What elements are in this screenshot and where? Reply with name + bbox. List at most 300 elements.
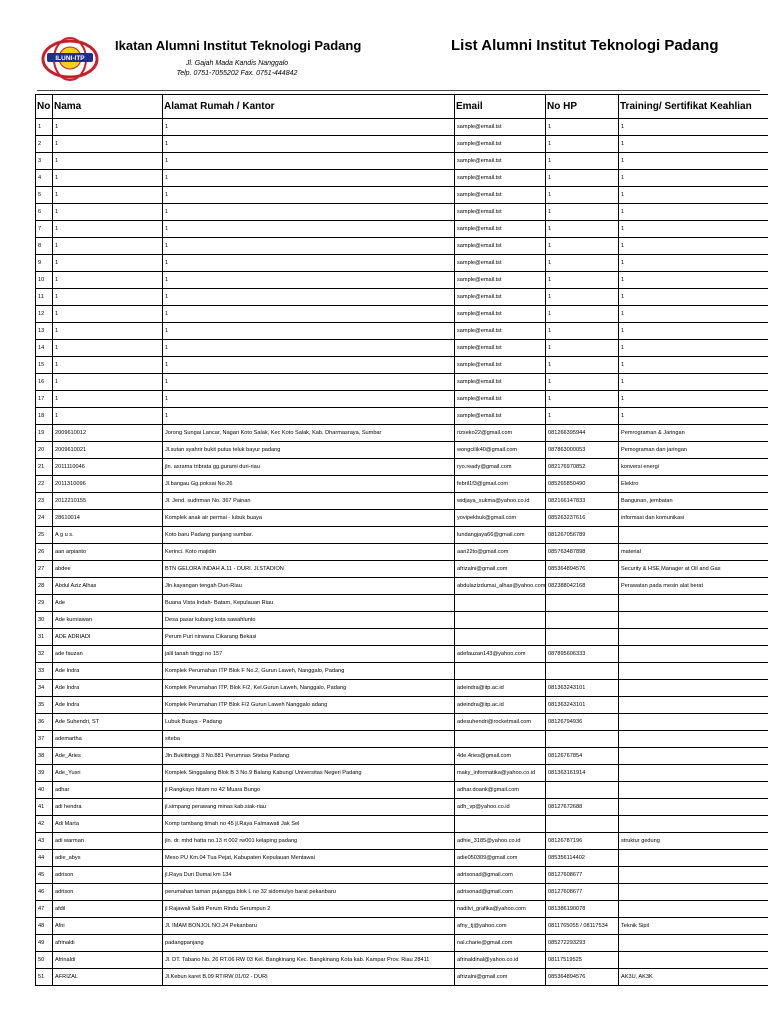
table-row (36, 425, 768, 442)
col-training-cell (619, 935, 768, 952)
col-no-hp-cell (546, 629, 619, 646)
col-training-cell (619, 816, 768, 833)
col-email-cell: afrizalni@gmail.com (455, 969, 546, 986)
col-nama-cell: Afni (53, 918, 163, 935)
table-row (36, 323, 768, 340)
col-no-hp-header: No HP (546, 95, 619, 119)
col-nama-cell: Ade Indra (53, 697, 163, 714)
col-alamat-cell: Jl. DT. Tabano No. 26 RT.06 RW 03 Kel. Bangkinang Kec. Bangkinang Kota kab. Kampar Prov. Riau 28411 (163, 952, 455, 969)
col-nama-cell: 1 (53, 238, 163, 255)
table-row (36, 595, 768, 612)
col-email-cell (455, 663, 546, 680)
col-no-hp-cell: 085356114402 (546, 850, 619, 867)
col-email-cell: adie050309@gmail.com (455, 850, 546, 867)
col-alamat-cell: Jln.Bukittinggi 3 No.881 Perumnas Siteba Padang (163, 748, 455, 765)
table-row (36, 816, 768, 833)
col-nama-cell: AFRIZAL (53, 969, 163, 986)
col-nama-cell: 1 (53, 306, 163, 323)
table-row (36, 442, 768, 459)
table-row (36, 697, 768, 714)
col-email-cell: sample@email.tst (455, 255, 546, 272)
table-row (36, 748, 768, 765)
table-row (36, 799, 768, 816)
col-no-cell: 14 (36, 340, 53, 357)
col-no-cell: 20 (36, 442, 53, 459)
col-no-cell: 40 (36, 782, 53, 799)
col-nama-cell: 2009610021 (53, 442, 163, 459)
col-alamat-cell: Koto baru Padang panjang sumbar. (163, 527, 455, 544)
col-no-cell: 29 (36, 595, 53, 612)
col-no-hp-cell: 081363243101 (546, 680, 619, 697)
col-no-hp-cell: 1 (546, 340, 619, 357)
col-nama-cell: Ade kurniawan (53, 612, 163, 629)
col-alamat-cell: Komp tambang timah no 45 jl.Raya Falmawati Jak Sel (163, 816, 455, 833)
col-nama-cell: 2012210155 (53, 493, 163, 510)
col-email-cell (455, 595, 546, 612)
col-alamat-cell: Perum Puri nirwana Cikarang Bekasi (163, 629, 455, 646)
col-alamat-cell: Komplek Perumahan ITP Blok F/2 Gurun Laweh Nanggalo adang (163, 697, 455, 714)
col-alamat-cell: Jln.kayangan tengah Duri-Riau (163, 578, 455, 595)
col-no-hp-cell: 1 (546, 153, 619, 170)
col-training-header: Training/ Sertifikat Keahlian (619, 95, 768, 119)
col-no-header: No (36, 95, 53, 119)
col-email-cell: sample@email.tst (455, 119, 546, 136)
col-nama-header: Nama (53, 95, 163, 119)
col-no-cell: 50 (36, 952, 53, 969)
col-no-cell: 27 (36, 561, 53, 578)
col-alamat-cell: 1 (163, 255, 455, 272)
col-email-cell: adesuhendri@rocketmail.com (455, 714, 546, 731)
col-alamat-cell: perumahan taman pujangga blok L no 32 sidomulyo barat pekanbaru (163, 884, 455, 901)
col-alamat-cell: BTN GELORA INDAH A.11 - DURI. Jl.STADION (163, 561, 455, 578)
col-nama-cell: Ade Suhendri, ST (53, 714, 163, 731)
col-no-hp-cell: 08127608677 (546, 884, 619, 901)
col-email-cell: sample@email.tst (455, 238, 546, 255)
col-no-cell: 45 (36, 867, 53, 884)
table-row (36, 136, 768, 153)
table-row (36, 867, 768, 884)
col-training-cell: Bangunan, jembatan (619, 493, 768, 510)
col-no-cell: 30 (36, 612, 53, 629)
col-no-cell: 22 (36, 476, 53, 493)
table-row (36, 714, 768, 731)
table-row (36, 493, 768, 510)
col-email-cell: lundangjaya66@gmail.com (455, 527, 546, 544)
col-alamat-cell: Komplek Perumahan ITP, Blok F/2, Kel.Gurun Laweh, Nanggalo, Padang (163, 680, 455, 697)
col-no-cell: 36 (36, 714, 53, 731)
table-row (36, 969, 768, 986)
col-email-cell: adhar.doank@gmail.com (455, 782, 546, 799)
col-nama-cell: 1 (53, 153, 163, 170)
col-no-cell: 34 (36, 680, 53, 697)
col-alamat-cell: Jl.sutan syahrir bukit putus teluk bayur padang (163, 442, 455, 459)
col-nama-cell: 1 (53, 289, 163, 306)
col-no-cell: 31 (36, 629, 53, 646)
col-alamat-cell: Jorong Sungai Lancar, Nagari Koto Salak, Kec Koto Salak, Kab. Dharmasraya, Sumbar (163, 425, 455, 442)
col-nama-cell: 1 (53, 323, 163, 340)
col-alamat-cell: 1 (163, 289, 455, 306)
col-nama-cell: ade fauzan (53, 646, 163, 663)
col-nama-cell: 2011110046 (53, 459, 163, 476)
col-email-cell: afrizalni@gmail.com (455, 561, 546, 578)
col-alamat-cell: 1 (163, 340, 455, 357)
col-no-hp-cell: 1 (546, 357, 619, 374)
table-row (36, 527, 768, 544)
col-email-cell: adh_vp@yahoo.co.id (455, 799, 546, 816)
col-no-hp-cell: 08126767854 (546, 748, 619, 765)
table-row (36, 510, 768, 527)
col-nama-cell: abdee (53, 561, 163, 578)
col-training-cell: 1 (619, 357, 768, 374)
table-row (36, 340, 768, 357)
col-email-cell: abdulazizdumai_alhas@yahoo.com (455, 578, 546, 595)
table-row (36, 833, 768, 850)
table-row (36, 646, 768, 663)
col-alamat-cell: 1 (163, 187, 455, 204)
col-no-hp-cell: 1 (546, 289, 619, 306)
table-row (36, 680, 768, 697)
col-no-hp-cell: 082388042168 (546, 578, 619, 595)
col-alamat-cell: 1 (163, 408, 455, 425)
col-nama-cell: 1 (53, 340, 163, 357)
col-email-cell: sample@email.tst (455, 323, 546, 340)
col-email-cell: sample@email.tst (455, 408, 546, 425)
col-email-cell: rizseko22@gmail.com (455, 425, 546, 442)
col-no-hp-cell: 081363161914 (546, 765, 619, 782)
col-email-cell (455, 612, 546, 629)
table-row (36, 884, 768, 901)
table-row (36, 170, 768, 187)
col-training-cell: konversi energi (619, 459, 768, 476)
col-no-cell: 24 (36, 510, 53, 527)
table-row (36, 289, 768, 306)
table-row (36, 119, 768, 136)
col-email-cell: sample@email.tst (455, 221, 546, 238)
col-no-cell: 11 (36, 289, 53, 306)
col-nama-cell: adhar (53, 782, 163, 799)
col-training-cell (619, 850, 768, 867)
col-no-hp-cell: 085763487898 (546, 544, 619, 561)
col-nama-cell: aan arpianto (53, 544, 163, 561)
col-email-cell: adefauzan143@yahoo.com (455, 646, 546, 663)
col-nama-cell: 1 (53, 119, 163, 136)
col-training-cell: struktur gedung (619, 833, 768, 850)
col-no-cell: 42 (36, 816, 53, 833)
col-email-cell (455, 816, 546, 833)
col-training-cell: 1 (619, 136, 768, 153)
logo-text: ILUNI-ITP (55, 55, 85, 62)
col-no-cell: 41 (36, 799, 53, 816)
table-row (36, 561, 768, 578)
col-nama-cell: 1 (53, 408, 163, 425)
col-training-cell (619, 527, 768, 544)
col-training-cell (619, 663, 768, 680)
col-alamat-header: Alamat Rumah / Kantor (163, 95, 455, 119)
col-no-hp-cell: 085265850490 (546, 476, 619, 493)
col-no-hp-cell (546, 731, 619, 748)
col-alamat-cell: jl Rajawali Sakti Perum Rindu Serumpun 2 (163, 901, 455, 918)
col-no-cell: 4 (36, 170, 53, 187)
col-alamat-cell: Lubuk Buaya - Padang (163, 714, 455, 731)
col-nama-cell: 1 (53, 255, 163, 272)
table-row (36, 374, 768, 391)
col-no-cell: 21 (36, 459, 53, 476)
col-email-cell: sample@email.tst (455, 187, 546, 204)
document-title: List Alumni Institut Teknologi Padang (451, 37, 719, 54)
col-email-cell: yovipekbuk@gmail.com (455, 510, 546, 527)
col-no-cell: 13 (36, 323, 53, 340)
col-training-cell: 1 (619, 170, 768, 187)
col-email-cell: widjaya_sukma@yahoo.co.id (455, 493, 546, 510)
col-email-cell: febril1f3@gmail.com (455, 476, 546, 493)
col-no-cell: 38 (36, 748, 53, 765)
col-no-cell: 19 (36, 425, 53, 442)
col-no-cell: 23 (36, 493, 53, 510)
col-no-cell: 49 (36, 935, 53, 952)
table-row (36, 357, 768, 374)
col-email-cell: adeindra@itp.ac.id (455, 697, 546, 714)
organization-phone: Telp. 0751-7055202 Fax. 0751-444842 (176, 70, 298, 77)
col-no-hp-cell: 1 (546, 255, 619, 272)
col-no-cell: 9 (36, 255, 53, 272)
col-no-cell: 51 (36, 969, 53, 986)
col-training-cell (619, 629, 768, 646)
table-row (36, 578, 768, 595)
col-nama-cell: adie_abys (53, 850, 163, 867)
col-no-hp-cell: 082176970852 (546, 459, 619, 476)
col-alamat-cell: jalil tanah tinggi no 157 (163, 646, 455, 663)
col-training-cell: 1 (619, 238, 768, 255)
col-email-cell (455, 731, 546, 748)
col-alamat-cell: padangpanjang (163, 935, 455, 952)
table-header-row (36, 95, 768, 119)
col-nama-cell: adi hendra (53, 799, 163, 816)
table-row (36, 153, 768, 170)
col-nama-cell: 1 (53, 357, 163, 374)
col-no-cell: 43 (36, 833, 53, 850)
col-email-cell: nadilvi_grafika@yahoo.com (455, 901, 546, 918)
col-training-cell: Security & HSE Manager at Oil and Gas (619, 561, 768, 578)
table-row (36, 544, 768, 561)
col-email-cell: sample@email.tst (455, 272, 546, 289)
col-training-cell: 1 (619, 221, 768, 238)
col-training-cell: 1 (619, 272, 768, 289)
col-alamat-cell: jl.simpang perawang minas kab.siak-riau (163, 799, 455, 816)
col-training-cell: 1 (619, 255, 768, 272)
col-no-hp-cell (546, 782, 619, 799)
col-no-cell: 26 (36, 544, 53, 561)
col-no-cell: 44 (36, 850, 53, 867)
col-email-cell: sample@email.tst (455, 136, 546, 153)
col-no-cell: 2 (36, 136, 53, 153)
col-nama-cell: adrison (53, 884, 163, 901)
col-no-cell: 16 (36, 374, 53, 391)
col-training-cell (619, 612, 768, 629)
col-alamat-cell: 1 (163, 272, 455, 289)
col-training-cell: 1 (619, 340, 768, 357)
col-nama-cell: 1 (53, 221, 163, 238)
col-no-cell: 3 (36, 153, 53, 170)
col-email-cell: sample@email.tst (455, 374, 546, 391)
col-nama-cell: afdil (53, 901, 163, 918)
col-nama-cell: 28610014 (53, 510, 163, 527)
col-email-cell: wongcilik40@gmail.com (455, 442, 546, 459)
col-no-cell: 8 (36, 238, 53, 255)
table-row (36, 782, 768, 799)
col-training-cell (619, 884, 768, 901)
col-no-hp-cell: 1 (546, 119, 619, 136)
col-alamat-cell: 1 (163, 170, 455, 187)
organization-address: Jl. Gajah Mada Kandis Nanggalo (185, 60, 289, 67)
col-training-cell: material (619, 544, 768, 561)
col-email-cell: sample@email.tst (455, 289, 546, 306)
table-row (36, 238, 768, 255)
col-nama-cell: 1 (53, 272, 163, 289)
col-no-hp-cell (546, 663, 619, 680)
table-row (36, 459, 768, 476)
col-alamat-cell: Buana Vista Indah- Batam, Kepulauan Riau (163, 595, 455, 612)
col-email-cell: sample@email.tst (455, 357, 546, 374)
col-alamat-cell: 1 (163, 323, 455, 340)
col-alamat-cell: 1 (163, 357, 455, 374)
col-no-hp-cell (546, 595, 619, 612)
table-row (36, 935, 768, 952)
col-alamat-cell: Desa pasar kubang kota sawahlunto (163, 612, 455, 629)
col-training-cell: 1 (619, 187, 768, 204)
table-row (36, 272, 768, 289)
col-alamat-cell: jln. dr. mhd hatta no.13 rt 002 rw001 kelaping padang (163, 833, 455, 850)
table-row (36, 255, 768, 272)
col-nama-cell: Afrinaldi (53, 952, 163, 969)
col-training-cell (619, 595, 768, 612)
col-nama-cell: Ade Indra (53, 680, 163, 697)
col-alamat-cell: Komplek anak air permai - lubuk buaya (163, 510, 455, 527)
col-nama-cell: adrison (53, 867, 163, 884)
col-no-hp-cell: 1 (546, 408, 619, 425)
col-alamat-cell: 1 (163, 153, 455, 170)
col-email-cell: ryo.ready@gmail.com (455, 459, 546, 476)
col-email-cell: sample@email.tst (455, 306, 546, 323)
col-training-cell: Elektro (619, 476, 768, 493)
col-no-cell: 35 (36, 697, 53, 714)
table-row (36, 204, 768, 221)
col-training-cell (619, 714, 768, 731)
col-no-hp-cell: 1 (546, 391, 619, 408)
col-training-cell: Pemrograman & Jaringan (619, 425, 768, 442)
col-no-cell: 47 (36, 901, 53, 918)
col-email-cell: adhie_3185@yahoo.co.id (455, 833, 546, 850)
col-no-hp-cell: 1 (546, 272, 619, 289)
table-row (36, 850, 768, 867)
col-training-cell (619, 646, 768, 663)
col-email-cell: sample@email.tst (455, 153, 546, 170)
col-nama-cell: ADE ADRIADI (53, 629, 163, 646)
col-alamat-cell: Jl. IMAM BONJOL NO.24 Pekanbaru (163, 918, 455, 935)
col-no-hp-cell: 0811765055 / 08117534 (546, 918, 619, 935)
col-training-cell (619, 901, 768, 918)
table-row (36, 408, 768, 425)
col-no-hp-cell: 1 (546, 204, 619, 221)
col-alamat-cell: jl Rangkayo hitam no 42 Muara Bungo (163, 782, 455, 799)
col-training-cell: 1 (619, 306, 768, 323)
table-row (36, 221, 768, 238)
col-no-hp-cell: 085272293293 (546, 935, 619, 952)
col-nama-cell: ademartha (53, 731, 163, 748)
col-email-cell: afny_tj@yahoo.com (455, 918, 546, 935)
col-no-hp-cell: 087895606333 (546, 646, 619, 663)
table-row (36, 901, 768, 918)
col-email-cell: adrisonad@gmail.com (455, 884, 546, 901)
col-no-hp-cell: 1 (546, 187, 619, 204)
col-no-hp-cell: 081267056789 (546, 527, 619, 544)
col-training-cell (619, 697, 768, 714)
col-no-cell: 48 (36, 918, 53, 935)
col-no-hp-cell: 08117519525 (546, 952, 619, 969)
col-nama-cell: afrinaldi (53, 935, 163, 952)
col-no-hp-cell: 1 (546, 221, 619, 238)
col-alamat-cell: Jl.Kebun karet B.09 RT/RW 01/02 - DURI (163, 969, 455, 986)
col-no-hp-cell (546, 612, 619, 629)
col-alamat-cell: jln. asrama tribrata gg.gurami duri-riau (163, 459, 455, 476)
col-no-hp-cell: 1 (546, 374, 619, 391)
col-no-hp-cell: 1 (546, 136, 619, 153)
col-email-cell: afrinaldinal@yahoo.co.id (455, 952, 546, 969)
table-row (36, 952, 768, 969)
col-alamat-cell: 1 (163, 391, 455, 408)
col-no-hp-cell: 1 (546, 170, 619, 187)
col-training-cell (619, 782, 768, 799)
col-nama-cell: Ade_Aries (53, 748, 163, 765)
col-training-cell: Teknik Sipil (619, 918, 768, 935)
col-no-hp-cell: 085364894576 (546, 969, 619, 986)
col-training-cell (619, 799, 768, 816)
alumni-table-body (36, 95, 768, 986)
table-row (36, 629, 768, 646)
table-row (36, 765, 768, 782)
col-no-hp-cell: 08126794936 (546, 714, 619, 731)
col-email-cell: sample@email.tst (455, 170, 546, 187)
col-email-cell: aan22to@gmail.com (455, 544, 546, 561)
col-nama-cell: A g u s. (53, 527, 163, 544)
col-no-cell: 7 (36, 221, 53, 238)
col-training-cell: 1 (619, 408, 768, 425)
col-training-cell: Perawatan pada mesin alat berat (619, 578, 768, 595)
col-email-cell: adrisonad@gmail.com (455, 867, 546, 884)
col-no-cell: 12 (36, 306, 53, 323)
col-nama-cell: adi warman (53, 833, 163, 850)
col-no-cell: 6 (36, 204, 53, 221)
col-training-cell (619, 867, 768, 884)
col-nama-cell: Abdul Aziz Alhas (53, 578, 163, 595)
col-no-hp-cell: 08127608677 (546, 867, 619, 884)
col-no-cell: 28 (36, 578, 53, 595)
col-no-hp-cell: 1 (546, 323, 619, 340)
col-no-cell: 10 (36, 272, 53, 289)
col-training-cell: Pemograman dan jaringan (619, 442, 768, 459)
col-training-cell: 1 (619, 323, 768, 340)
col-no-hp-cell: 1 (546, 306, 619, 323)
col-training-cell (619, 731, 768, 748)
col-no-cell: 32 (36, 646, 53, 663)
table-row (36, 391, 768, 408)
col-no-cell: 17 (36, 391, 53, 408)
col-email-cell (455, 629, 546, 646)
col-training-cell: informasi dan komunikasi (619, 510, 768, 527)
col-alamat-cell: Meso PU Km.04 Tua Pejat, Kabupaten Kepulauan Mentawai (163, 850, 455, 867)
col-training-cell: 1 (619, 204, 768, 221)
col-no-cell: 37 (36, 731, 53, 748)
col-nama-cell: 1 (53, 187, 163, 204)
